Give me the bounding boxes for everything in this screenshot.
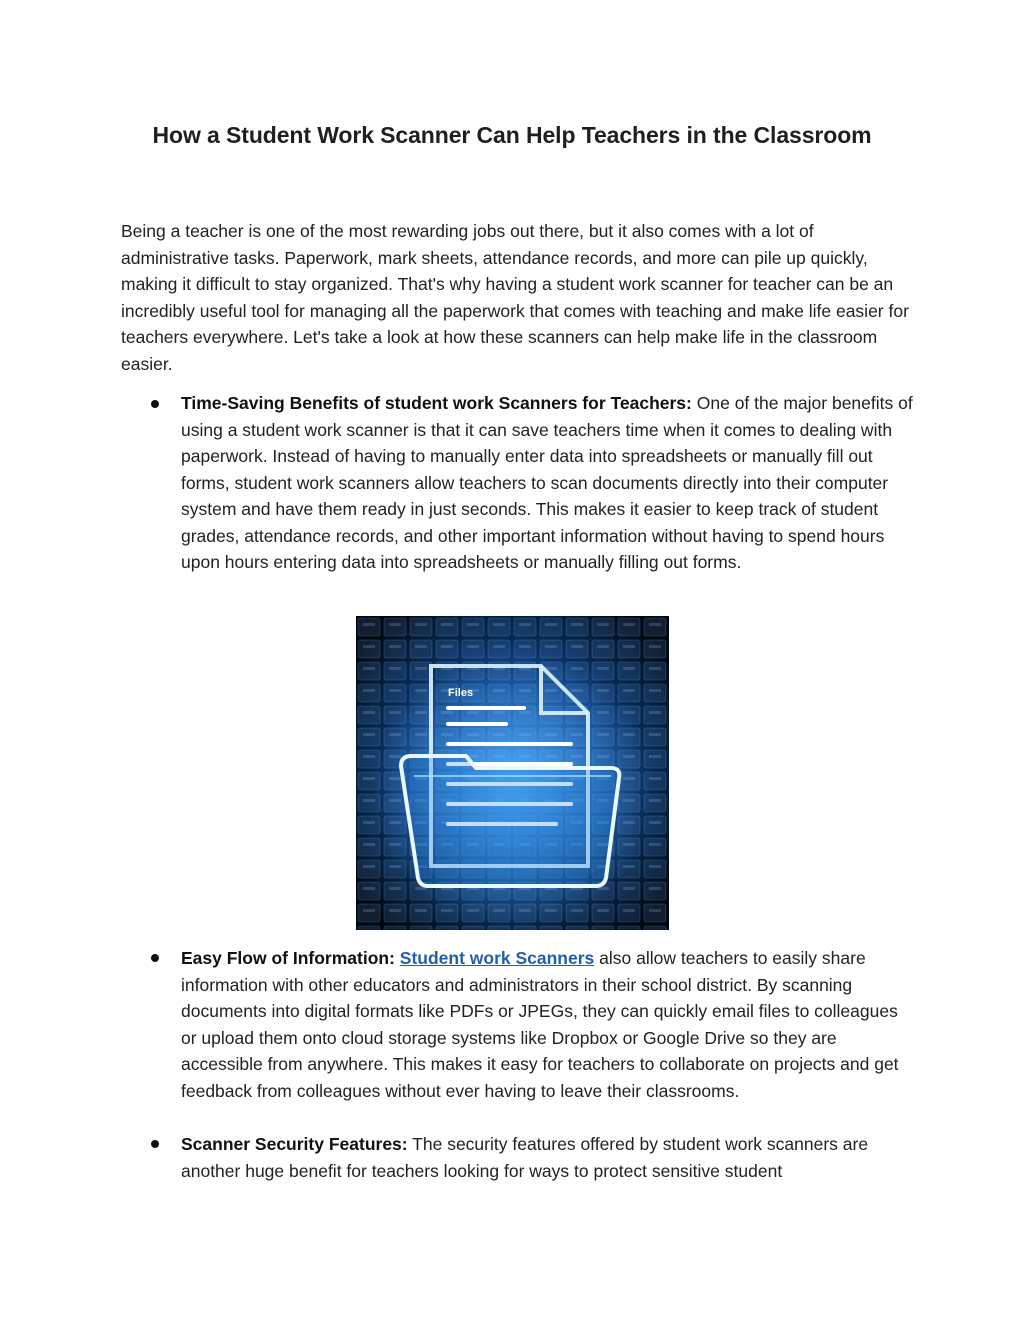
bullet-security: [181, 1131, 916, 1184]
student-work-scanners-link[interactable]: Student work Scanners: [399, 948, 595, 968]
files-illustration: [356, 616, 669, 930]
bullet-dot: [151, 1140, 159, 1148]
bullet-lead: Easy Flow of Information:: [181, 948, 395, 968]
bullet-text: The security features offered by student work scanners are another huge benefit for teachers looking for ways to protect sensitive student: [181, 1134, 869, 1181]
files-label: Files: [448, 687, 474, 699]
bullet-easy-flow: [181, 945, 916, 1104]
bullet-text: also allow teachers to easily share information with other educators and administrators in their school district. By scanning documents into digital formats like PDFs or JPEGs, they can quickly email files to colleagues or upload them onto cloud storage systems like Dropbox or Google Drive so they are accessible from anywhere. This makes it easy for teachers to collaborate on projects and get feedback from colleagues without ever having to leave their classrooms.: [181, 948, 899, 1101]
page-title: How a Student Work Scanner Can Help Teachers in the Classroom: [152, 122, 872, 148]
bullet-time-saving: [181, 390, 916, 576]
bullet-lead: Scanner Security Features:: [181, 1134, 408, 1154]
bullet-text: One of the major benefits of using a student work scanner is that it can save teachers time when it comes to dealing with paperwork. Instead of having to manually enter data into spreadsheets or manually fill out forms, student work scanners allow teachers to scan documents directly into their computer system and have them ready in just seconds. This makes it easier to keep track of student grades, attendance records, and other important information without having to spend hours upon hours entering data into spreadsheets or manually filling out forms.: [181, 393, 913, 572]
bullet-dot: [151, 954, 159, 962]
bullet-lead: Time-Saving Benefits of student work Scanners for Teachers:: [181, 393, 692, 413]
intro-paragraph: Being a teacher is one of the most rewarding jobs out there, but it also comes with a lot of administrative tasks. Paperwork, mark sheets, attendance records, and more can pile up quickly, making it difficult to stay organized. That's why having a student work scanner for teacher can be an incredibly useful tool for managing all the paperwork that comes with teaching and make life easier for teachers everywhere. Let's take a look at how these scanners can help make life in the classroom easier.: [121, 221, 909, 374]
folder-files-icon: [356, 616, 669, 930]
bullet-dot: [151, 400, 159, 408]
